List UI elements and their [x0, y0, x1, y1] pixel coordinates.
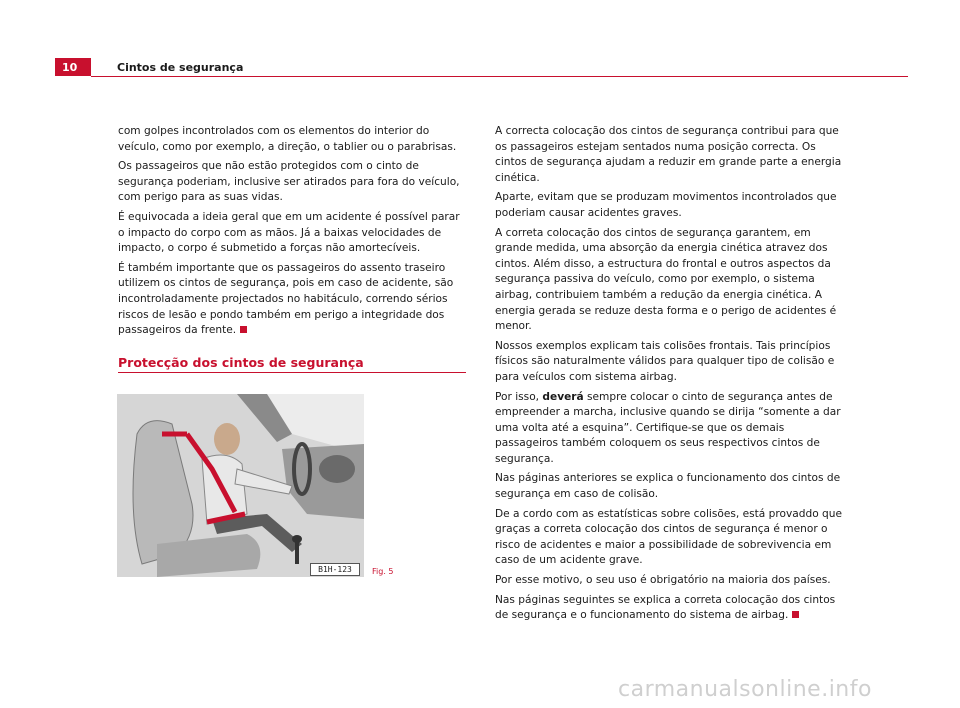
paragraph: A correcta colocação dos cintos de segurança contribui para que os passageiros estejam sentados numa posição correcta. Os cintos de segurança ajudam a reduzir em grande parte a energia cinética.	[495, 125, 842, 184]
right-column	[495, 124, 847, 628]
paragraph: com golpes incontrolados com os elementos do interior do veículo, como por exemplo, a direção, o tablier ou o parabrisas.	[118, 125, 457, 153]
paragraph: Nossos exemplos explicam tais colisões frontais. Tais princípios físicos são naturalmente válidos para qualquer tipo de colisão e para veículos com sistema airbag.	[495, 339, 835, 383]
paragraph-text: sempre colocar o cinto de segurança antes de empreender a marcha, inclusive quando se dirija “somente a dar uma volta até a esquina”. Certifique-se que os demais passageiros também coloquem os seus respectivos cintos de segurança.	[495, 390, 841, 465]
figure-code: B1H-123	[310, 563, 360, 576]
paragraph: Aparte, evitam que se produzam movimentos incontrolados que poderiam causar acidentes graves.	[495, 191, 837, 219]
page-number: 10	[62, 61, 78, 74]
end-of-section-marker	[792, 611, 799, 618]
paragraph: A correta colocação dos cintos de segurança garantem, em grande medida, uma absorção da energia cinética atravez dos cintos. Além disso, a estructura do frontal e outros aspectos da segurança passiva do veículo, como por exemplo, o sistema airbag, contribuiem também a redução da energia cinética. A energia gerada se reduze desta forma e o perigo de acidentes é menor.	[495, 226, 837, 333]
paragraph-prefix: Por isso,	[495, 390, 543, 403]
paragraph: De a cordo com as estatísticas sobre colisões, está provaddo que graças a correta colocação dos cintos de segurança é menor o risco de acidentes e maior a possibilidade de sobrevivencia em caso de um acidente grave.	[495, 507, 843, 567]
driver-seatbelt-illustration	[117, 394, 364, 577]
left-column	[118, 124, 468, 343]
paragraph: Nas páginas anteriores se explica o funcionamento dos cintos de segurança em caso de colisão.	[495, 472, 841, 501]
end-of-section-marker	[240, 326, 247, 333]
paragraph-text: Nas páginas seguintes se explica a correta colocação dos cintos de segurança e o funcionamento do sistema de airbag.	[495, 593, 836, 622]
watermark: carmanualsonline.info	[618, 677, 872, 702]
section-divider	[118, 372, 466, 373]
paragraph	[495, 390, 847, 468]
header-divider	[91, 76, 908, 77]
paragraph: É equivocada a ideia geral que em um acidente é possível parar o impacto do corpo com as mãos. Já a baixas velocidades de impacto, o corpo é submetido a forças não amortecíveis.	[118, 210, 460, 255]
section-heading: Protecção dos cintos de segurança	[118, 355, 364, 370]
paragraph	[118, 261, 468, 339]
figure-caption: Fig. 5	[372, 567, 394, 576]
paragraph: Os passageiros que não estão protegidos com o cinto de segurança poderiam, inclusive ser atirados para fora do veículo, com perigo para as suas vidas.	[118, 160, 460, 204]
page-title: Cintos de segurança	[117, 61, 244, 74]
paragraph-text: É também importante que os passageiros do assento traseiro utilizem os cintos de segurança, pois em caso de acidente, são incontroladamente projectados no habitáculo, correndo sérios riscos de lesão e pondo também em perigo a integridade dos passageiros da frente.	[118, 261, 454, 337]
figure-illustration	[117, 394, 364, 577]
paragraph	[495, 593, 847, 624]
emphasis-text: deverá	[542, 390, 584, 403]
paragraph: Por esse motivo, o seu uso é obrigatório na maioria dos países.	[495, 574, 831, 587]
